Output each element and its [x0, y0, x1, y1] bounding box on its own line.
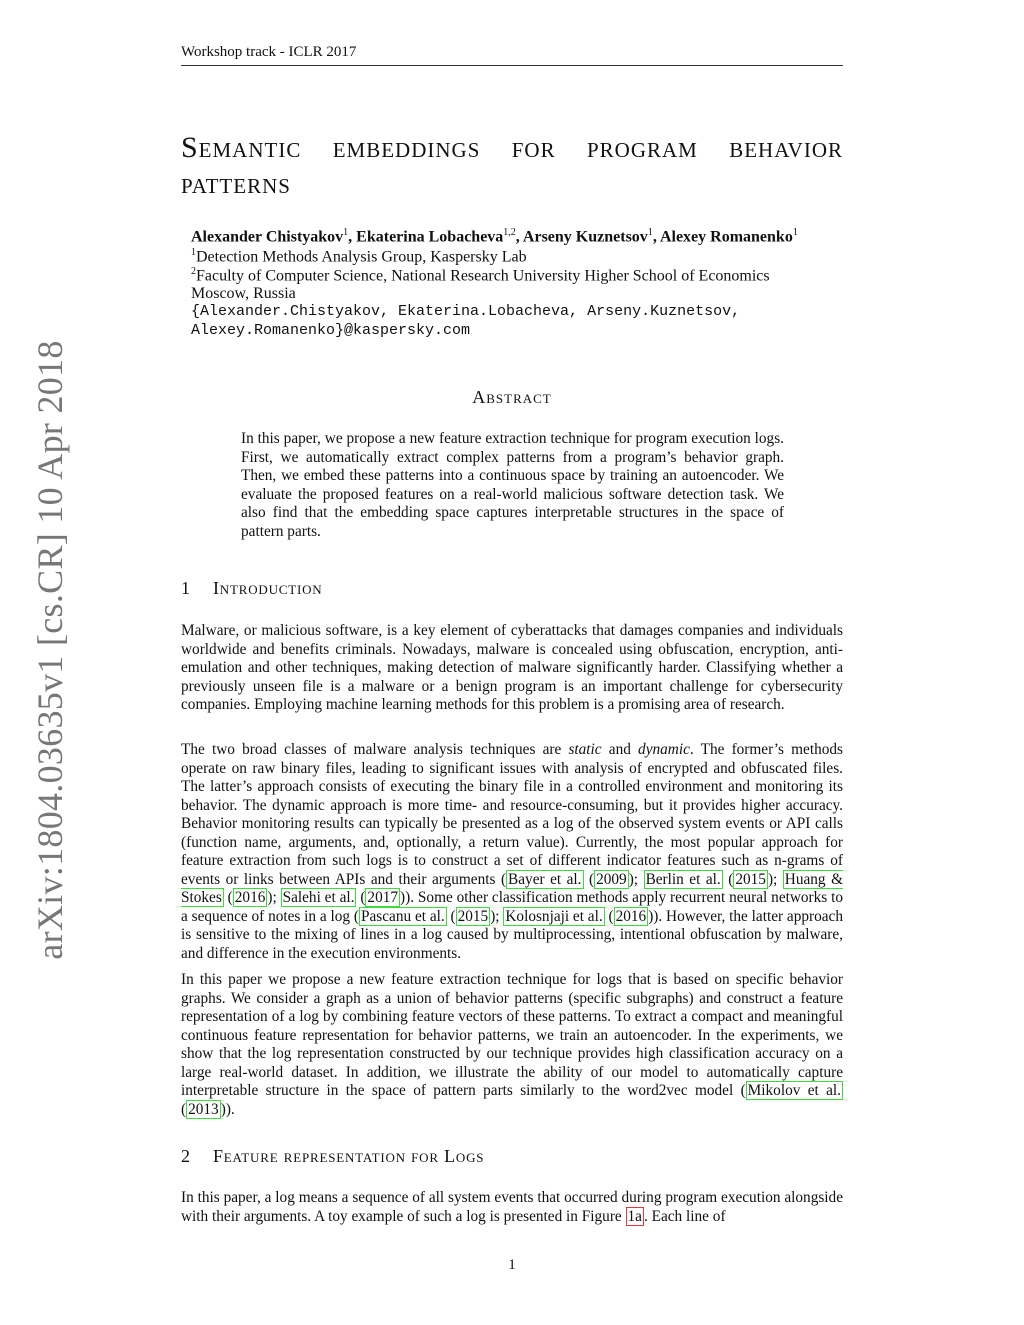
author-affil-mark: 1 [647, 227, 653, 238]
author-affil-mark: 1 [792, 227, 798, 238]
running-header: Workshop track - ICLR 2017 [181, 44, 357, 60]
author-name: Alexey Romanenko [659, 228, 793, 246]
author-name: Alexander Chistyakov [191, 228, 344, 246]
intro-paragraph-2: The two broad classes of malware analysis techniques are static and dynamic. The former’s methods operate on raw binary files, leading to significant issues with analysis of encrypted and obfuscated files. The latter’s approach consists of executing the binary file in a controlled environment and monitoring its behavior. The dynamic approach is more time- and resource-consuming, but it provides higher accuracy. Behavior monitoring results can typically be presented as a log of the observed system events or API calls (function name, arguments, and, optionally, a return value). Currently, the most popular approach for feature extraction from such logs is to construct a set of different indicator features such as n-grams of events or links between APIs and their arguments ( Bayer et al. ( 2009 ); Berlin et al. ( 2015 ); Huang & Stokes ( 2016 ); Salehi et al. ( 2017 )). Some other classification methods apply recurrent neural networks to a sequence of notes in a log ( Pascanu et al. ( 2015 ); Kolosnjaji et al. ( 2016 )). However, the latter approach is sensitive to the mixing of lines in a log caused by multiprocessing, intentional obfuscation by malware, and difference in the execution environments. [181, 741, 844, 962]
citation-year-link[interactable]: 2016 [615, 907, 647, 925]
author-emails-line1: {Alexander.Chistyakov, Ekaterina.Lobacheva, Arseny.Kuznetsov, [191, 303, 741, 320]
citation-link[interactable]: Berlin et al. [645, 870, 721, 888]
author-name: Ekaterina Lobacheva [356, 228, 504, 246]
author-list: Alexander Chistyakov$^1$, Ekaterina Lobacheva$^{1,2}$, Arseny Kuznetsov$^1$, Alexey Romanenko$^1$ [191, 227, 798, 246]
section-number: 1 [181, 578, 191, 598]
citation-year-link[interactable]: 2013 [188, 1100, 219, 1118]
citation-year-link[interactable]: 2017 [367, 889, 399, 906]
author-name: Arseny Kuznetsov [522, 228, 648, 246]
section-title: Introduction [213, 578, 323, 598]
citation-year-link[interactable]: 2009 [596, 870, 627, 888]
arxiv-stamp: arXiv:1804.03635v1 [cs.CR] 10 Apr 2018 [30, 340, 70, 960]
section-number: 2 [181, 1146, 191, 1166]
abstract-text: In this paper, we propose a new feature extraction technique for program execution logs. First, we automatically extract complex patterns from a program’s behavior graph. Then, we embed these patterns into a continuous space by training an autoencoder. We evaluate the proposed features on a real-world malicious software detection task. We also find that the embedding space captures interpretable structures in the space of pattern parts. [241, 430, 784, 540]
citation-link[interactable]: Pascanu et al. [361, 907, 445, 925]
abstract-heading: Abstract [472, 387, 552, 407]
paper-title-line1: Semantic embeddings for program behavior [181, 131, 843, 164]
author-affil-mark: 1,2 [503, 227, 516, 238]
header-rule [181, 65, 843, 66]
section-2-paragraph-1: In this paper, a log means a sequence of all system events that occurred during program execution alongside with their arguments. A toy example of such a log is presented in Figure 1a . Each line of [181, 1189, 843, 1225]
page-number: 1 [508, 1257, 516, 1273]
affiliation-1: $^1$Detection Methods Analysis Group, Kaspersky Lab [191, 247, 527, 266]
section-1-heading [181, 578, 322, 599]
citation-year-link[interactable]: 2016 [234, 889, 266, 906]
intro-paragraph-3: In this paper we propose a new feature extraction technique for logs that is based on specific behavior graphs. We consider a graph as a union of behavior patterns (specific subgraphs) and construct a feature representation of a log by combining feature vectors of these patterns. To extract a compact and meaningful continuous feature representation for behavior patterns, we train an autoencoder. In the experiments, we show that the log representation constructed by our technique provides high classification accuracy on a large real-world dataset. In addition, we illustrate the ability of our model to automatically capture interpretable structure in the space of pattern parts similarly to the word2vec model ( Mikolov et al. ( 2013 )). [181, 971, 843, 1118]
citation-link[interactable]: Mikolov et al. [747, 1082, 841, 1099]
section-2-heading [181, 1146, 484, 1167]
author-affil-mark: 1 [343, 227, 349, 238]
intro-paragraph-1: Malware, or malicious software, is a key element of cyberattacks that damages companies and individuals worldwide and benefits criminals. Nowadays, malware is concealed using obfuscation, encryption, anti-emulation and other techniques, making detection of malware significantly harder. Classifying whether a previously unseen file is a malware or a benign program is an important challenge for cybersecurity companies. Employing machine learning methods for this problem is a promising area of research. [181, 622, 843, 713]
author-emails-line2: Alexey.Romanenko}@kaspersky.com [191, 322, 471, 339]
citation-link[interactable]: Huang & Stokes [181, 870, 843, 906]
figure-ref-link[interactable]: 1a [627, 1207, 642, 1225]
affiliation-2: $^2$Faculty of Computer Science, National Research University Higher School of Economics [191, 266, 770, 285]
citation-link[interactable]: Kolosnjaji et al. [505, 907, 603, 925]
section-title: Feature representation for Logs [213, 1146, 485, 1166]
citation-year-link[interactable]: 2015 [457, 907, 489, 925]
affiliation-2-city: Moscow, Russia [191, 285, 296, 302]
citation-year-link[interactable]: 2015 [735, 870, 766, 888]
paper-title-line2: patterns [181, 167, 291, 200]
citation-link[interactable]: Bayer et al. [508, 870, 582, 888]
citation-link[interactable]: Salehi et al. [282, 889, 355, 906]
